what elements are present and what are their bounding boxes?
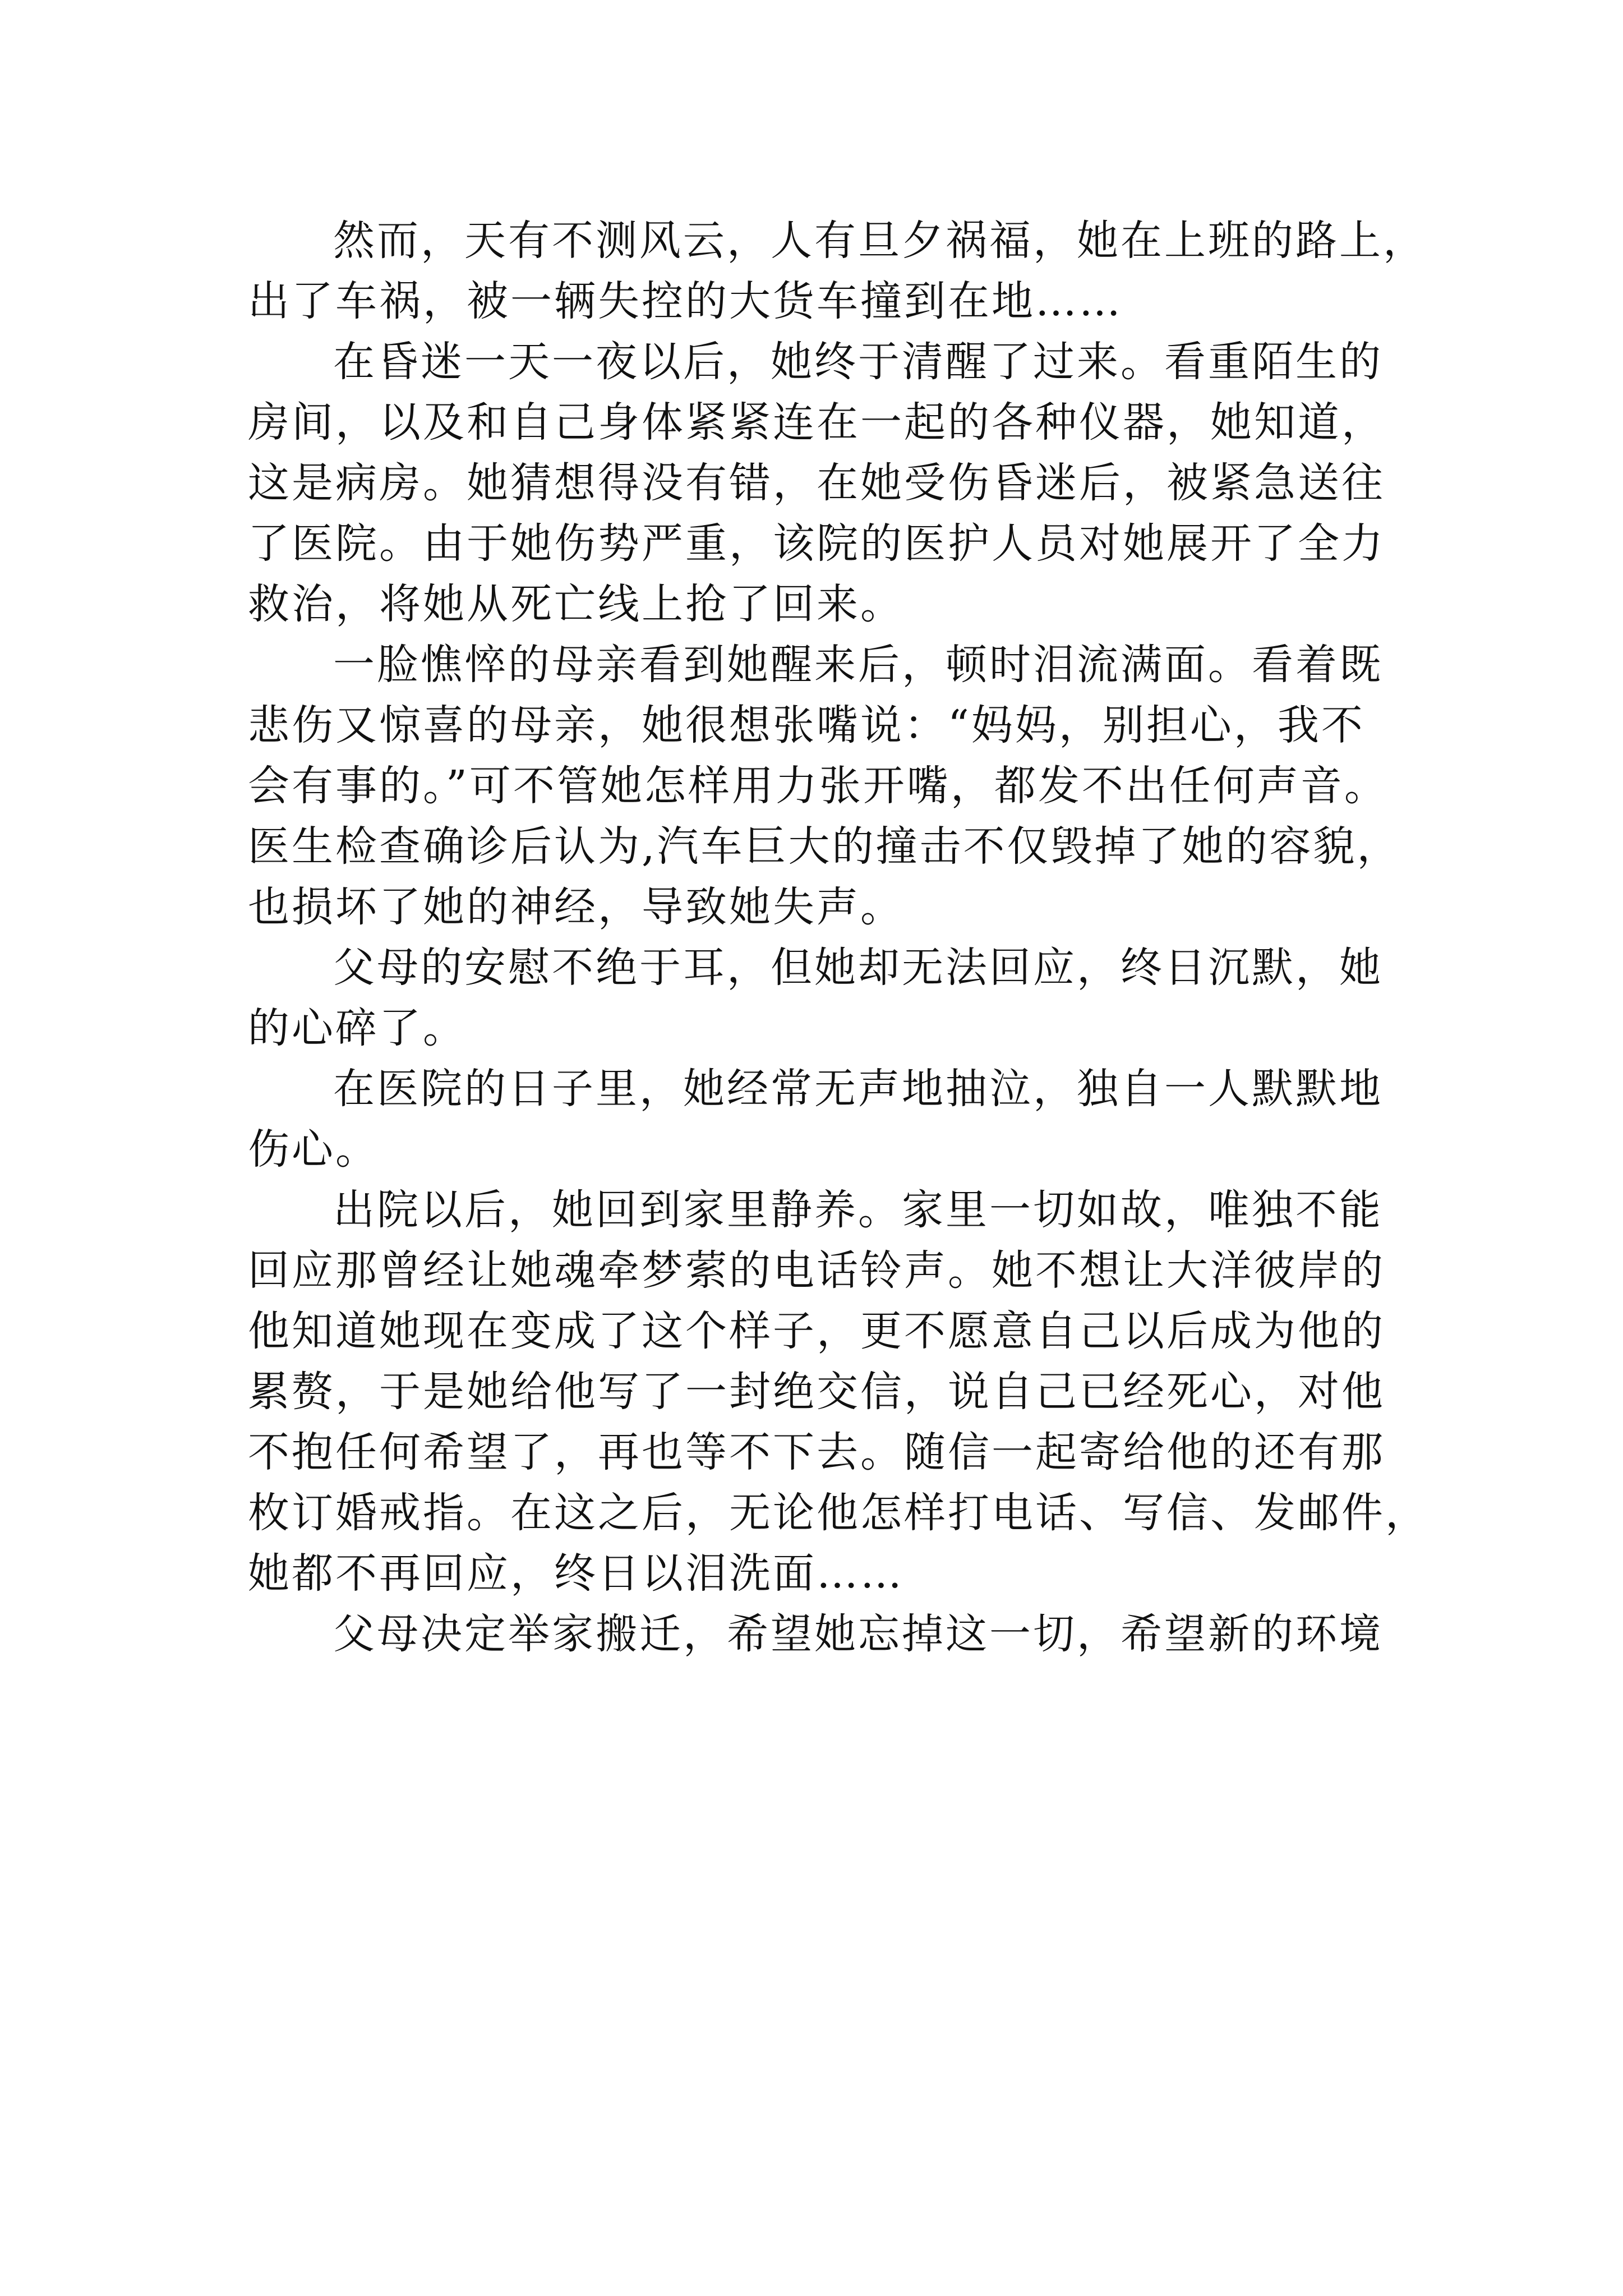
text-line: 枚订婚戒指。在这之后，无论他怎样打电话、写信、发邮件， bbox=[248, 1489, 1429, 1537]
text-line: 在昏迷一天一夜以后，她终于清醒了过来。看重陌生的 bbox=[333, 338, 1383, 386]
text-line: 悲伤又惊喜的母亲，她很想张嘴说：“妈妈，别担心，我不 bbox=[248, 701, 1365, 749]
text-line: 这是病房。她猜想得没有错，在她受伤昏迷后，被紧急送往 bbox=[248, 459, 1385, 507]
text-line: 累赘，于是她给他写了一封绝交信，说自己已经死心，对他 bbox=[248, 1368, 1385, 1416]
text-line: 救治，将她从死亡线上抢了回来。 bbox=[248, 580, 904, 628]
text-line: 一脸憔悴的母亲看到她醒来后，顿时泪流满面。看着既 bbox=[333, 641, 1383, 689]
text-line: 出了车祸，被一辆失控的大货车撞到在地…… bbox=[248, 277, 1123, 325]
text-line: 也损坏了她的神经，导致她失声。 bbox=[248, 883, 904, 931]
body-text bbox=[248, 210, 1429, 1664]
text-line: 出院以后，她回到家里静养。家里一切如故，唯独不能 bbox=[333, 1186, 1383, 1234]
text-line: 伤心。 bbox=[248, 1125, 379, 1174]
text-line: 的心碎了。 bbox=[248, 1004, 467, 1052]
text-line: 父母的安慰不绝于耳，但她却无法回应，终日沉默，她 bbox=[333, 944, 1383, 992]
text-line: 医生检查确诊后认为,汽车巨大的撞击不仅毁掉了她的容貌， bbox=[248, 822, 1401, 871]
text-line: 她都不再回应，终日以泪洗面…… bbox=[248, 1549, 904, 1598]
text-line: 不抱任何希望了，再也等不下去。随信一起寄给他的还有那 bbox=[248, 1428, 1385, 1476]
text-line: 在医院的日子里，她经常无声地抽泣，独自一人默默地 bbox=[333, 1065, 1383, 1113]
text-line: 房间，以及和自己身体紧紧连在一起的各种仪器，她知道， bbox=[248, 398, 1385, 447]
text-line: 回应那曾经让她魂牵梦萦的电话铃声。她不想让大洋彼岸的 bbox=[248, 1246, 1385, 1295]
text-line: 父母决定举家搬迁，希望她忘掉这一切，希望新的环境 bbox=[333, 1610, 1383, 1658]
text-line: 了医院。由于她伤势严重，该院的医护人员对她展开了全力 bbox=[248, 519, 1385, 568]
text-line: 他知道她现在变成了这个样子，更不愿意自己以后成为他的 bbox=[248, 1307, 1385, 1355]
text-line: 会有事的。”可不管她怎样用力张开嘴，都发不出任何声音。 bbox=[248, 762, 1388, 810]
text-line: 然而，天有不测风云，人有旦夕祸福，她在上班的路上， bbox=[333, 217, 1427, 265]
